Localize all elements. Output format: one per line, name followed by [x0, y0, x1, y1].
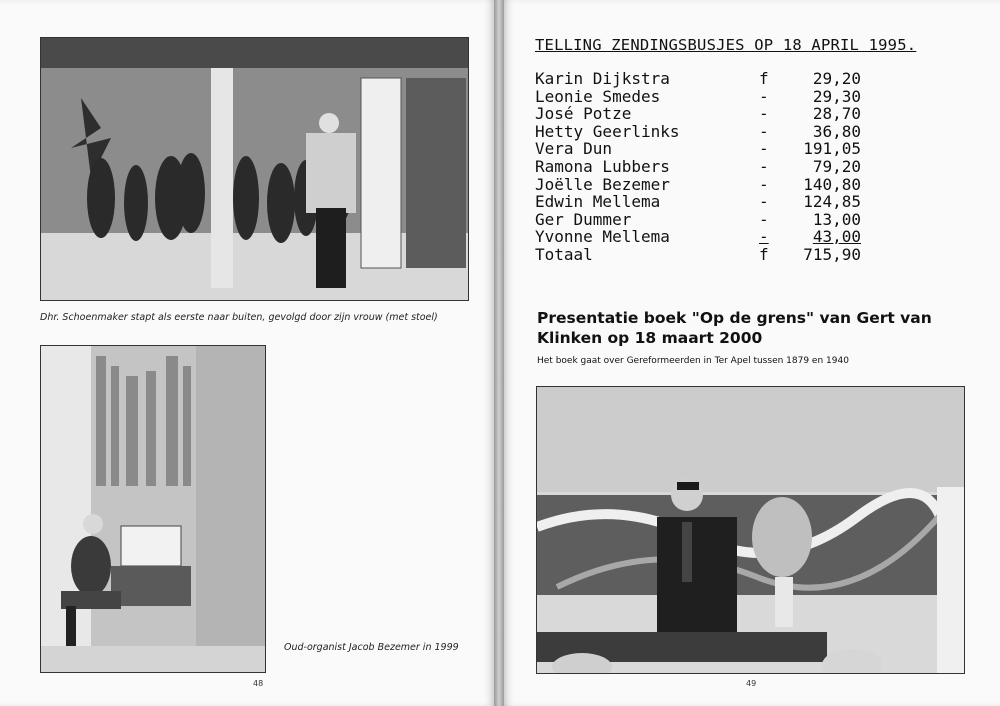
tally-amount: 29,30 [812, 86, 861, 106]
tally-currency: f [759, 69, 769, 88]
book-presentation-heading: Presentatie boek "Op de grens" van Gert van Klinken op 18 maart 2000 [537, 309, 932, 347]
book-presentation-subheading: Het boek gaat over Gereformeerden in Ter Apel tussen 1879 en 1940 [537, 356, 849, 366]
book-gutter [494, 0, 504, 706]
caption-organist: Oud-organist Jacob Bezemer in 1999 [284, 642, 459, 653]
tally-amount: 36,80 [812, 121, 861, 141]
tally-name: Joëlle Bezemer [535, 174, 670, 194]
photo-organist [40, 345, 266, 673]
tally-total-label: Totaal [535, 244, 593, 264]
photo-crowd-exiting [40, 37, 469, 301]
tally-currency: - [759, 86, 769, 106]
tally-name: Ramona Lubbers [535, 156, 670, 176]
tally-name: Hetty Geerlinks [535, 121, 680, 141]
tally-currency: - [759, 121, 769, 141]
tally-currency: - [759, 209, 769, 229]
tally-amount: 28,70 [812, 104, 861, 124]
page-number-right: 49 [746, 679, 757, 688]
tally-currency: - [759, 227, 769, 247]
tally-name: Leonie Smedes [535, 86, 661, 106]
tally-amount: 43,00 [812, 227, 861, 247]
tally-name: Yvonne Mellema [535, 227, 670, 247]
tally-name: Vera Dun [535, 139, 613, 159]
tally-name: Edwin Mellema [535, 192, 661, 212]
tally-currency: - [759, 174, 769, 194]
page-number-left: 48 [253, 679, 264, 688]
tally-amount: 29,20 [812, 69, 861, 88]
tally-total-amount: 715,90 [803, 244, 861, 264]
tally-amount: 79,20 [812, 156, 861, 176]
photo-speaker [536, 386, 965, 674]
tally-name: Karin Dijkstra [535, 69, 670, 88]
tally-amount: 13,00 [812, 209, 861, 229]
caption-crowd: Dhr. Schoenmaker stapt als eerste naar buiten, gevolgd door zijn vrouw (met stoel) [40, 312, 438, 323]
tally-currency: - [759, 156, 769, 176]
tally-amount: 140,80 [803, 174, 861, 194]
tally-currency: - [759, 104, 769, 124]
tally-currency: - [759, 139, 769, 159]
tally-total-currency: f [759, 244, 769, 264]
tally-currency: - [759, 192, 769, 212]
tally-name: José Potze [535, 104, 632, 124]
tally-title: TELLING ZENDINGSBUSJES OP 18 APRIL 1995. [535, 36, 917, 54]
tally-amount: 124,85 [803, 192, 861, 212]
tally-name: Ger Dummer [535, 209, 632, 229]
tally-amount: 191,05 [803, 139, 861, 159]
